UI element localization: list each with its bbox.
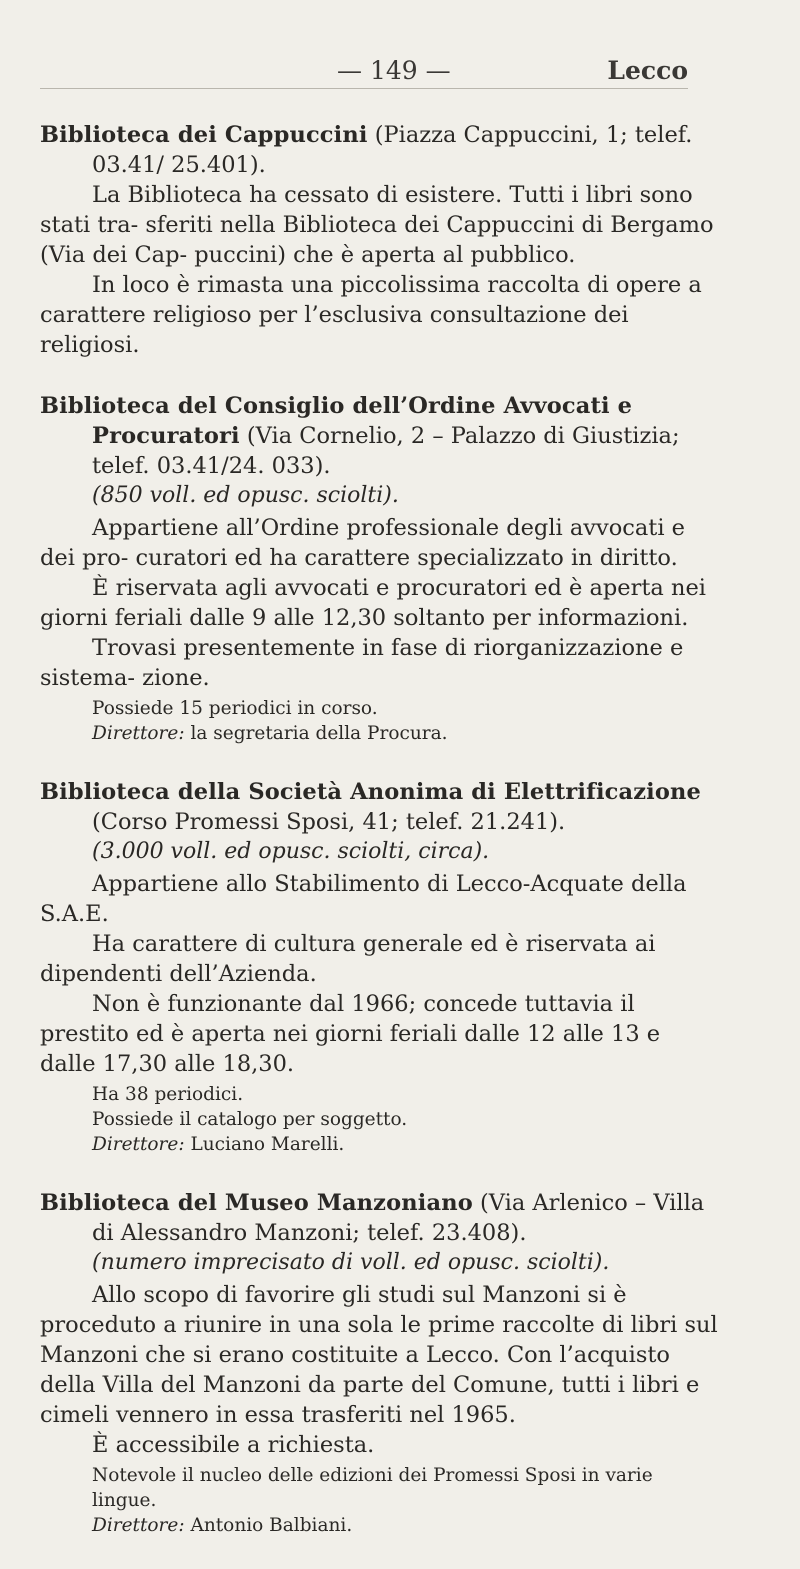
- description-paragraph: Allo scopo di favorire gli studi sul Manzoni si è proceduto a riunire in una sola le prime raccolte di libri sul Manzoni che si erano costituite a Lecco. Con l’acquisto della Villa del Manzoni da parte del Comune, tutti i libri e cimeli vennero in essa trasferiti nel 1965.: [40, 1282, 718, 1428]
- director-line: [92, 1513, 720, 1538]
- page-number: — 149 —: [337, 56, 451, 85]
- note: Ha 38 periodici.: [92, 1084, 244, 1105]
- description-paragraph: Trovasi presentemente in fase di riorganizzazione e sistema- zione.: [40, 635, 684, 691]
- director-label: Direttore:: [92, 1134, 185, 1155]
- holdings: (3.000 voll. ed opusc. sciolti, circa).: [92, 839, 490, 864]
- running-title: Lecco: [607, 56, 688, 85]
- holdings: (numero imprecisato di voll. ed opusc. sciolti).: [92, 1250, 610, 1275]
- library-address: (Via Cornelio, 2 – Palazzo di Giustizia; telef. 03.41/24. 033).: [92, 423, 680, 479]
- entry-heading: [40, 391, 720, 481]
- library-name: Biblioteca della Società Anonima di Elettrificazione: [40, 779, 701, 805]
- library-address: (Piazza Cappuccini, 1; telef. 03.41/ 25.401).: [92, 122, 693, 178]
- director-name: Antonio Balbiani.: [190, 1515, 353, 1536]
- description-paragraph: È riservata agli avvocati e procuratori ed è aperta nei giorni feriali dalle 9 alle 12,30 soltanto per informazioni.: [40, 575, 706, 631]
- library-entry: [40, 1188, 720, 1538]
- description-paragraph: Appartiene allo Stabilimento di Lecco-Acquate della S.A.E.: [40, 871, 687, 927]
- library-name: Biblioteca dei Cappuccini: [40, 122, 368, 148]
- library-address: (Corso Promessi Sposi, 41; telef. 21.241).: [92, 809, 566, 835]
- description-paragraph: Non è funzionante dal 1966; concede tuttavia il prestito ed è aperta nei giorni feriali dalle 12 alle 13 e dalle 17,30 alle 18,30.: [40, 991, 661, 1077]
- description-paragraph: È accessibile a richiesta.: [92, 1432, 375, 1458]
- description-paragraph: Appartiene all’Ordine professionale degli avvocati e dei pro- curatori ed ha carattere specializzato in diritto.: [40, 515, 685, 571]
- director-name: Luciano Marelli.: [190, 1134, 345, 1155]
- holdings: (850 voll. ed opusc. sciolti).: [92, 483, 399, 508]
- library-entry: [40, 120, 720, 360]
- page-header: [40, 56, 688, 88]
- note: Possiede il catalogo per soggetto.: [92, 1109, 408, 1130]
- description-paragraph: Ha carattere di cultura generale ed è riservata ai dipendenti dell’Azienda.: [40, 931, 656, 987]
- note: Possiede 15 periodici in corso.: [92, 698, 378, 719]
- director-label: Direttore:: [92, 1515, 185, 1536]
- library-name: Biblioteca del Museo Manzoniano: [40, 1190, 473, 1216]
- entry-heading: [40, 120, 720, 180]
- note: Notevole il nucleo delle edizioni dei Promessi Sposi in varie lingue.: [92, 1465, 653, 1511]
- director-line: [92, 721, 720, 746]
- library-entry: [40, 391, 720, 746]
- director-line: [92, 1132, 720, 1157]
- header-rule: [40, 88, 688, 89]
- library-address: (Via Arlenico – Villa di Alessandro Manzoni; telef. 23.408).: [92, 1190, 705, 1246]
- description-paragraph: La Biblioteca ha cessato di esistere. Tutti i libri sono stati tra- sferiti nella Biblioteca dei Cappuccini di Bergamo (Via dei Cap- puccini) che è aperta al pubblico.: [40, 182, 714, 268]
- library-entries: [40, 120, 720, 1569]
- director-label: Direttore:: [92, 723, 185, 744]
- director-name: la segretaria della Procura.: [190, 723, 448, 744]
- description-paragraph: In loco è rimasta una piccolissima raccolta di opere a carattere religioso per l’esclusiva consultazione dei religiosi.: [40, 272, 702, 358]
- library-name: Biblioteca del Consiglio dell’Ordine Avvocati e Procuratori: [40, 393, 633, 449]
- library-entry: [40, 777, 720, 1157]
- entry-heading: [40, 777, 720, 837]
- entry-heading: [40, 1188, 720, 1248]
